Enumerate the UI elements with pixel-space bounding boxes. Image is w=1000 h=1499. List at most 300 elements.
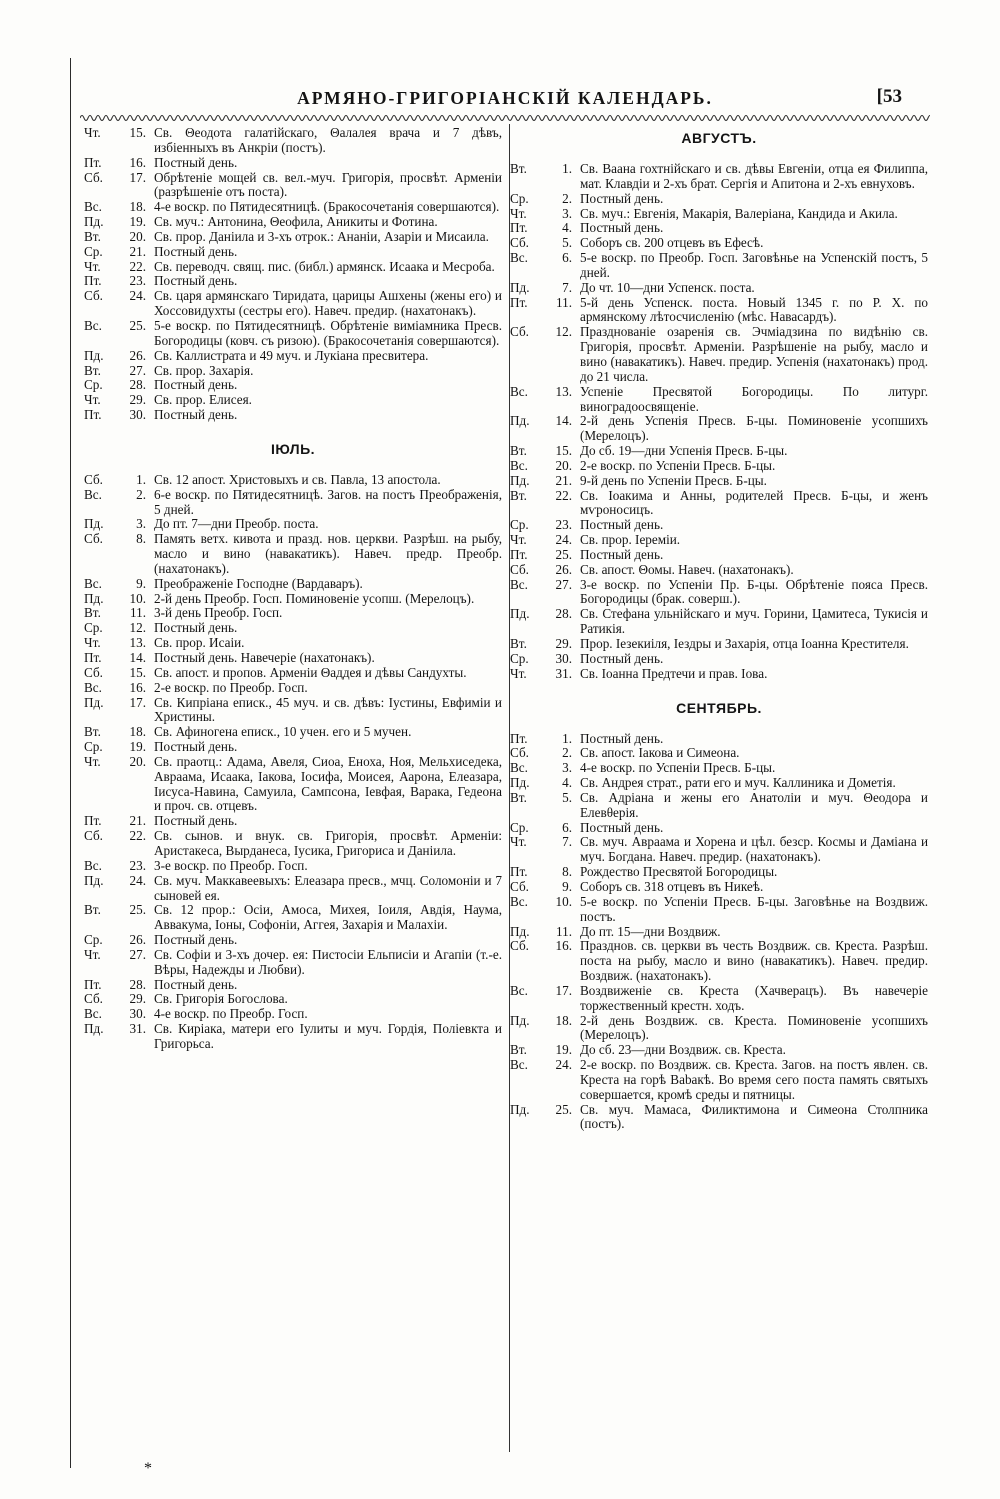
- calendar-entry: [84, 992, 502, 1007]
- calendar-entry: [510, 925, 928, 940]
- weekday-label: Пд.: [510, 472, 530, 488]
- date-number: 26.: [129, 932, 146, 948]
- weekday-label: Вс.: [510, 982, 528, 998]
- weekday-label: Пд.: [510, 1101, 530, 1117]
- weekday-label: Вт.: [510, 1042, 527, 1058]
- calendar-entry: [84, 319, 502, 349]
- calendar-entry: [84, 725, 502, 740]
- date-number: 19.: [129, 214, 146, 230]
- date-number: 13.: [555, 383, 572, 399]
- wavy-header-rule: [80, 112, 930, 124]
- calendar-entry: [84, 948, 502, 978]
- calendar-entry: [510, 880, 928, 895]
- weekday-label: Пт.: [510, 546, 528, 562]
- calendar-entry: [510, 385, 928, 415]
- entry-text: Постный день.: [154, 739, 238, 755]
- weekday-label: Пт.: [84, 813, 102, 829]
- date-number: 23.: [129, 273, 146, 289]
- date-number: 8.: [136, 531, 146, 547]
- entry-text: Постный день.: [154, 932, 238, 948]
- date-number: 21.: [555, 472, 572, 488]
- month-heading: СЕНТЯБРЬ.: [676, 699, 762, 716]
- date-number: 19.: [129, 739, 146, 755]
- date-number: 15.: [555, 443, 572, 459]
- calendar-entry: [84, 814, 502, 829]
- entry-text: 2-е воскр. по Успеніи Пресв. Б-цы.: [580, 457, 776, 473]
- weekday-label: Сб.: [84, 169, 103, 185]
- weekday-label: Чт.: [84, 125, 101, 140]
- date-number: 29.: [555, 636, 572, 651]
- entry-text: 4-е воскр. по Успеніи Пресв. Б-цы.: [580, 760, 776, 776]
- calendar-entry: [510, 821, 928, 836]
- entry-text: Св. муч. Мамаса, Филиктимона и Симеона Столпника (постъ).: [580, 1101, 928, 1132]
- weekday-label: Вт.: [84, 724, 101, 740]
- calendar-entry: [84, 903, 502, 933]
- calendar-entry: [510, 607, 928, 637]
- calendar-entry: [510, 791, 928, 821]
- calendar-entry: [510, 637, 928, 652]
- weekday-label: Пд.: [510, 923, 530, 939]
- calendar-entry: [510, 1043, 928, 1058]
- weekday-label: Ср.: [510, 517, 529, 533]
- weekday-label: Пт.: [510, 294, 528, 310]
- calendar-entry: [510, 207, 928, 222]
- date-number: 10.: [129, 590, 146, 606]
- date-number: 7.: [562, 279, 572, 295]
- entry-text: Св. Іоакима и Анны, родителей Пресв. Б-цы, и женъ мѵроносицъ.: [580, 487, 928, 518]
- entry-text: Постный день.: [580, 220, 664, 236]
- calendar-entry: [510, 761, 928, 776]
- entry-text: Св. переводч. свящ. пис. (библ.) армянск. Исаака и Месроба.: [154, 258, 495, 274]
- date-number: 1.: [562, 161, 572, 176]
- entry-text: Рождество Пресвятой Богородицы.: [580, 864, 778, 880]
- calendar-entry: [84, 740, 502, 755]
- date-number: 28.: [129, 377, 146, 393]
- date-number: 21.: [129, 813, 146, 829]
- entry-text: Св. Θеодота галатійскаго, Θалалея врача и 7 дѣвъ, избіенныхъ въ Анкріи (постъ).: [154, 125, 502, 155]
- weekday-label: Чт.: [510, 532, 527, 548]
- date-number: 31.: [555, 665, 572, 681]
- calendar-entry: [84, 171, 502, 201]
- calendar-entry: [84, 156, 502, 171]
- entry-text: До чт. 10—дни Успенск. поста.: [580, 279, 755, 295]
- weekday-label: Сб.: [510, 878, 529, 894]
- date-number: 24.: [555, 1057, 572, 1073]
- weekday-label: Пд.: [510, 413, 530, 429]
- entry-text: Св. Кипріана еписк., 45 муч. и св. дѣвъ: Іустины, Евфиміи и Христины.: [154, 694, 502, 725]
- date-number: 30.: [129, 1006, 146, 1022]
- entry-text: Св. Киріака, матери его Іулиты и муч. Гордія, Поліевкта и Григорьса.: [154, 1021, 502, 1051]
- weekday-label: Пд.: [84, 694, 104, 710]
- calendar-entry: [84, 1022, 502, 1052]
- weekday-label: Ср.: [510, 819, 529, 835]
- calendar-entry: [84, 592, 502, 607]
- entry-text: 9-й день по Успеніи Пресв. Б-цы.: [580, 472, 767, 488]
- running-title: АРМЯНО-ГРИГОРІАНСКІЙ КАЛЕНДАРЬ.: [297, 88, 713, 108]
- weekday-label: Вт.: [84, 605, 101, 621]
- date-number: 1.: [136, 471, 146, 487]
- calendar-entry: [510, 939, 928, 984]
- calendar-entry: [84, 681, 502, 696]
- weekday-label: Чт.: [510, 205, 527, 221]
- calendar-entry: [84, 532, 502, 577]
- date-number: 23.: [555, 517, 572, 533]
- entry-text: Св. Іоанна Предтечи и прав. Іова.: [580, 665, 768, 681]
- entry-text: Св. царя армянскаго Тиридата, царицы Ашхены (жены его) и Хоссовидухты (сестры его). Навеч. предир. (нахатонакъ).: [154, 288, 502, 319]
- date-number: 3.: [136, 516, 146, 532]
- page-header: [80, 86, 930, 110]
- calendar-entry: [510, 578, 928, 608]
- weekday-label: Пт.: [510, 220, 528, 236]
- weekday-label: Пт.: [84, 273, 102, 289]
- entry-text: Св. прор. Іереміи.: [580, 532, 681, 548]
- weekday-label: Пт.: [84, 154, 102, 170]
- entry-text: 3-е воскр. по Успеніи Пр. Б-цы. Обрѣтеніе пояса Пресв. Богородицы (брак. соверш.).: [580, 576, 928, 607]
- entry-text: 2-е воскр. по Преобр. Госп.: [154, 679, 308, 695]
- date-number: 17.: [129, 169, 146, 185]
- calendar-entry: [510, 835, 928, 865]
- entry-text: Св. муч. Авраама и Хорена и цѣл. безср. Космы и Даміана и муч. Богдана. Навеч. предир. (нахатонакъ).: [580, 834, 928, 865]
- date-number: 4.: [562, 775, 572, 791]
- weekday-label: Пт.: [510, 730, 528, 746]
- date-number: 13.: [129, 635, 146, 651]
- weekday-label: Вс.: [510, 1057, 528, 1073]
- calendar-entry: [510, 548, 928, 563]
- date-number: 29.: [129, 991, 146, 1007]
- weekday-label: Пт.: [84, 407, 102, 423]
- entry-text: Св. муч.: Евгенія, Макарія, Валеріана, Кандида и Акила.: [580, 205, 898, 221]
- weekday-label: Чт.: [84, 392, 101, 408]
- weekday-label: Вс.: [84, 486, 102, 502]
- weekday-label: Вт.: [510, 789, 527, 805]
- weekday-label: Вт.: [510, 487, 527, 503]
- date-number: 2.: [136, 486, 146, 502]
- entry-text: 3-е воскр. по Преобр. Госп.: [154, 857, 308, 873]
- footnote-asterisk: *: [144, 1460, 152, 1477]
- calendar-entry: [510, 563, 928, 578]
- entry-text: Св. Каллистрата и 49 муч. и Лукіана пресвитера.: [154, 347, 429, 363]
- weekday-label: Пд.: [510, 606, 530, 622]
- entry-text: 2-й день Преобр. Госп. Поминовеніе усопш. (Мерелоцъ).: [154, 590, 475, 606]
- entry-text: Св. сынов. и внук. св. Григорія, просвѣт. Арменіи: Аристакеса, Вырданеса, Іусика, Григориса и Даніила.: [154, 828, 502, 858]
- date-number: 22.: [129, 258, 146, 274]
- calendar-entry: [84, 408, 502, 423]
- entry-text: 4-е воскр. по Преобр. Госп.: [154, 1006, 308, 1022]
- weekday-label: Пт.: [84, 976, 102, 992]
- date-number: 12.: [555, 324, 572, 340]
- calendar-entry: [510, 474, 928, 489]
- calendar-entry: [84, 859, 502, 874]
- date-number: 1.: [562, 730, 572, 746]
- weekday-label: Вс.: [84, 199, 102, 215]
- date-number: 27.: [129, 946, 146, 962]
- calendar-entry: [510, 459, 928, 474]
- calendar-entry: [84, 651, 502, 666]
- weekday-label: Вс.: [84, 317, 102, 333]
- calendar-entry: [84, 696, 502, 726]
- calendar-entry: [510, 667, 928, 682]
- weekday-label: Ср.: [84, 377, 103, 393]
- date-number: 27.: [555, 576, 572, 592]
- calendar-entry: [84, 230, 502, 245]
- weekday-label: Пд.: [84, 347, 104, 363]
- entry-text: Св. 12 прор.: Осіи, Амоса, Михея, Іоиля, Авдія, Наума, Аввакума, Іоны, Софоніи, Аггея, Захарія и Малахіи.: [154, 902, 502, 933]
- calendar-entry: [84, 1007, 502, 1022]
- entry-text: Постный день.: [580, 819, 664, 835]
- entry-text: До сб. 19—дни Успенія Пресв. Б-цы.: [580, 443, 788, 459]
- calendar-entry: [510, 895, 928, 925]
- weekday-label: Ср.: [510, 190, 529, 206]
- calendar-entry: [510, 652, 928, 667]
- date-number: 20.: [129, 228, 146, 244]
- weekday-label: Пд.: [84, 214, 104, 230]
- weekday-label: Чт.: [510, 834, 527, 850]
- weekday-label: Пд.: [510, 279, 530, 295]
- weekday-label: Пд.: [84, 590, 104, 606]
- calendar-entry: [510, 533, 928, 548]
- entry-text: 5-е воскр. по Успеніи Пресв. Б-цы. Заговѣнье на Воздвиж. постъ.: [580, 893, 928, 924]
- calendar-entry: [510, 444, 928, 459]
- entry-text: Св. апост. Θомы. Навеч. (нахатонакъ).: [580, 561, 794, 577]
- calendar-entry: [84, 245, 502, 260]
- calendar-entry: [510, 414, 928, 444]
- month-heading: АВГУСТЪ.: [681, 130, 757, 146]
- entry-text: Св. прор. Даніила и 3-хъ отрок.: Ананіи, Азаріи и Мисаила.: [154, 228, 489, 244]
- weekday-label: Чт.: [84, 753, 101, 769]
- weekday-label: Вт.: [510, 443, 527, 459]
- weekday-label: Сб.: [510, 745, 529, 761]
- entry-text: Св. Ваана гохтнійскаго и св. дѣвы Евгеніи, отца ея Филиппа, мат. Клавдіи и 2-хъ брат. Сергія и Апитона и 2-хъ евнуховъ.: [580, 161, 928, 191]
- weekday-label: Пд.: [84, 516, 104, 532]
- calendar-entry: [84, 755, 502, 814]
- date-number: 18.: [129, 724, 146, 740]
- entry-text: Постный день.: [154, 407, 238, 423]
- date-number: 16.: [129, 679, 146, 695]
- weekday-label: Сб.: [84, 991, 103, 1007]
- date-number: 21.: [129, 243, 146, 259]
- entry-text: Постный день.: [154, 154, 238, 170]
- calendar-entry: [510, 1058, 928, 1103]
- entry-text: Преображеніе Господне (Вардаваръ).: [154, 575, 363, 591]
- date-number: 9.: [562, 878, 572, 894]
- date-number: 30.: [555, 650, 572, 666]
- entry-text: 2-й день Успенія Пресв. Б-цы. Поминовеніе усопшихъ (Мерелоцъ).: [580, 413, 928, 444]
- date-number: 16.: [555, 938, 572, 954]
- calendar-entry: [84, 874, 502, 904]
- weekday-label: Ср.: [84, 243, 103, 259]
- calendar-entry: [84, 621, 502, 636]
- weekday-label: Сб.: [84, 664, 103, 680]
- date-number: 5.: [562, 235, 572, 251]
- entry-text: 5-е воскр. по Преобр. Госп. Заговѣнье на Успенскій постъ, 5 дней.: [580, 250, 928, 280]
- date-number: 6.: [562, 819, 572, 835]
- calendar-entry: [510, 984, 928, 1014]
- entry-text: Постный день.: [580, 517, 664, 533]
- weekday-label: Сб.: [510, 324, 529, 340]
- entry-text: 5-й день Успенск. поста. Новый 1345 г. по Р. Х. по армянскому лѣтосчисленію (мѣс. Навасардъ).: [580, 294, 928, 325]
- weekday-label: Вс.: [84, 575, 102, 591]
- calendar-entry: [84, 666, 502, 681]
- calendar-entry: [84, 829, 502, 859]
- calendar-entry: [510, 732, 928, 747]
- weekday-label: Пт.: [84, 650, 102, 665]
- calendar-entry: [84, 126, 502, 156]
- weekday-label: Чт.: [84, 258, 101, 274]
- date-number: 2.: [562, 745, 572, 761]
- date-number: 26.: [555, 561, 572, 577]
- entry-text: Соборъ св. 200 отцевъ въ Ефесѣ.: [580, 235, 764, 251]
- date-number: 25.: [129, 317, 146, 333]
- calendar-entry: [510, 746, 928, 761]
- date-number: 15.: [129, 125, 146, 140]
- entry-text: Св. Адріана и жены его Анатоліи и муч. Θеодора и Елевθерія.: [580, 789, 928, 820]
- entry-text: Успеніе Пресвятой Богородицы. По литург. виноградоосвященіе.: [580, 383, 928, 414]
- date-number: 4.: [562, 220, 572, 236]
- calendar-entry: [84, 473, 502, 488]
- entry-text: Св. 12 апост. Христовыхъ и св. Павла, 13 апостола.: [154, 471, 441, 487]
- page-number: [53: [876, 86, 902, 107]
- entry-text: Св. Григорія Богослова.: [154, 991, 288, 1007]
- date-number: 15.: [129, 664, 146, 680]
- weekday-label: Вт.: [84, 902, 101, 918]
- entry-text: Воздвиженіе св. Креста (Хачверацъ). Въ навечеріе торжественный крестн. ходъ.: [580, 982, 928, 1013]
- entry-text: 2-е воскр. по Воздвиж. св. Креста. Загов. на постъ явлен. св. Креста на горѣ Babaкѣ. Во время сего поста память святыхъ совершается, кромѣ среды и пятницы.: [580, 1057, 928, 1102]
- calendar-entry: [84, 260, 502, 275]
- entry-text: Св. муч. Маккавеевыхъ: Елеазара пресв., мчц. Соломоніи и 7 сыновей ея.: [154, 872, 502, 903]
- date-number: 9.: [136, 575, 146, 591]
- weekday-label: Вс.: [84, 679, 102, 695]
- weekday-label: Вс.: [510, 250, 528, 266]
- calendar-entry: [84, 274, 502, 289]
- calendar-entry: [510, 518, 928, 533]
- date-number: 22.: [555, 487, 572, 503]
- entry-text: Постный день.: [154, 813, 238, 829]
- calendar-entry: [84, 517, 502, 532]
- weekday-label: Вс.: [510, 760, 528, 776]
- weekday-label: Вт.: [510, 161, 527, 176]
- date-number: 2.: [562, 190, 572, 206]
- weekday-label: Сб.: [510, 938, 529, 954]
- entry-text: Св. муч.: Антонина, Θеофила, Аникиты и Фотина.: [154, 214, 438, 230]
- entry-text: Постный день.: [154, 243, 238, 259]
- entry-text: 5-е воскр. по Пятидесятницѣ. Обрѣтеніе виміамника Пресв. Богородицы (ковч. съ ризою). (Бракосочетанія совершаются).: [154, 317, 502, 348]
- calendar-entry: [84, 606, 502, 621]
- weekday-label: Сб.: [84, 471, 103, 487]
- weekday-label: Сб.: [84, 828, 103, 844]
- date-number: 12.: [129, 620, 146, 636]
- date-number: 25.: [555, 1101, 572, 1117]
- weekday-label: Пд.: [510, 1012, 530, 1028]
- entry-text: 2-й день Воздвиж. св. Креста. Поминовеніе усопшихъ (Мерелоцъ).: [580, 1012, 928, 1043]
- date-number: 31.: [129, 1021, 146, 1037]
- calendar-entry: [84, 200, 502, 215]
- weekday-label: Вт.: [84, 228, 101, 244]
- weekday-label: Чт.: [84, 635, 101, 651]
- entry-text: 6-е воскр. по Пятидесятницѣ. Загов. на постъ Преображенія, 5 дней.: [154, 486, 502, 517]
- date-number: 14.: [555, 413, 572, 429]
- calendar-entry: [510, 1103, 928, 1133]
- month-heading: ІЮЛЬ.: [270, 440, 316, 457]
- right-column: [510, 126, 928, 1132]
- calendar-entry: [84, 349, 502, 364]
- calendar-entry: [510, 865, 928, 880]
- calendar-entry: [510, 162, 928, 192]
- calendar-entry: [510, 296, 928, 326]
- calendar-entry: [510, 192, 928, 207]
- calendar-entry: [84, 364, 502, 379]
- date-number: 17.: [555, 982, 572, 998]
- date-number: 25.: [555, 546, 572, 562]
- calendar-entry: [510, 1014, 928, 1044]
- calendar-entry: [510, 236, 928, 251]
- calendar-entry: [84, 378, 502, 393]
- date-number: 11.: [556, 923, 572, 939]
- entry-text: Св. Софіи и 3-хъ дочер. ея: Пистосіи Ельписіи и Агапіи (т.-е. Вѣры, Надежды и Любви).: [154, 946, 502, 977]
- entry-text: Св. Стефана ульнійскаго и муч. Горини, Цамитеса, Тукисія и Ратикія.: [580, 606, 928, 637]
- entry-text: До пт. 15—дни Воздвиж.: [580, 923, 721, 939]
- date-number: 14.: [129, 650, 146, 665]
- entry-text: Соборъ св. 318 отцевъ въ Никеѣ.: [580, 878, 764, 894]
- entry-text: Память ветх. кивота и празд. нов. церкви. Разрѣш. на рыбу, масло и вино (навакатикъ). Навеч. предр. Преобр. (нахатонакъ).: [154, 531, 502, 576]
- weekday-label: Вс.: [510, 576, 528, 592]
- calendar-entry: [84, 978, 502, 993]
- entry-text: До сб. 23—дни Воздвиж. св. Креста.: [580, 1042, 786, 1058]
- weekday-label: Сб.: [84, 531, 103, 547]
- date-number: 3.: [562, 205, 572, 221]
- weekday-label: Вс.: [510, 457, 528, 473]
- date-number: 24.: [129, 872, 146, 888]
- entry-text: Св. прор. Исаіи.: [154, 635, 245, 651]
- weekday-label: Пт.: [510, 864, 528, 880]
- weekday-label: Пд.: [510, 775, 530, 791]
- entry-text: Постный день.: [154, 976, 238, 992]
- date-number: 24.: [555, 532, 572, 548]
- weekday-label: Вс.: [510, 893, 528, 909]
- calendar-entry: [84, 636, 502, 651]
- weekday-label: Пд.: [84, 1021, 104, 1037]
- date-number: 7.: [562, 834, 572, 850]
- calendar-entry: [510, 251, 928, 281]
- calendar-entry: [510, 221, 928, 236]
- weekday-label: Ср.: [84, 739, 103, 755]
- entry-text: Постный день.: [580, 650, 664, 666]
- calendar-entry: [84, 933, 502, 948]
- entry-text: 3-й день Преобр. Госп.: [154, 605, 283, 621]
- entry-text: Св. прор. Елисея.: [154, 392, 252, 408]
- date-number: 11.: [130, 605, 146, 621]
- weekday-label: Ср.: [510, 650, 529, 666]
- entry-text: 4-е воскр. по Пятидесятницѣ. (Бракосочетанія совершаются).: [154, 199, 500, 215]
- weekday-label: Вт.: [84, 362, 101, 378]
- weekday-label: Вс.: [84, 857, 102, 873]
- calendar-entry: [510, 776, 928, 791]
- date-number: 18.: [129, 199, 146, 215]
- entry-text: Празднов. св. церкви въ честь Воздвиж. св. Креста. Разрѣш. поста на рыбу, масло и вино (навакатикъ). Навеч. предир. Воздвиж. (нахатонакъ).: [580, 938, 928, 984]
- date-number: 20.: [555, 457, 572, 473]
- entry-text: Постный день.: [154, 273, 238, 289]
- calendar-entry: [510, 489, 928, 519]
- calendar-entry: [84, 393, 502, 408]
- weekday-label: Сб.: [510, 561, 529, 577]
- entry-text: До пт. 7—дни Преобр. поста.: [154, 516, 319, 532]
- date-number: 25.: [129, 902, 146, 918]
- date-number: 28.: [129, 976, 146, 992]
- entry-text: Постный день.: [580, 546, 664, 562]
- entry-text: Св. апост. и пропов. Арменіи Θаддея и дѣвы Сандухты.: [154, 664, 467, 680]
- weekday-label: Ср.: [84, 620, 103, 636]
- entry-text: Св. праотц.: Адама, Авеля, Сиоа, Еноха, Ноя, Мельхиседека, Авраама, Исаака, Іакова, Іосифа, Моисея, Аарона, Елеазара, Іисуса-Навина, Самуила, Сампсона, Іевфая, Варака, Гедеона и проч. св. отцевъ.: [154, 753, 502, 814]
- date-number: 19.: [555, 1042, 572, 1058]
